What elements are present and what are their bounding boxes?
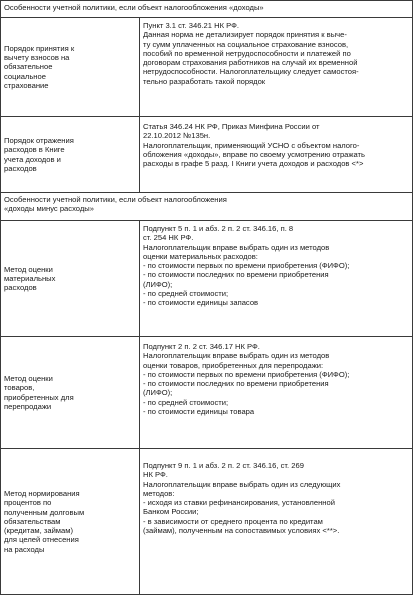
text-line: Статья 346.24 НК РФ, Приказ Минфина России от [143,122,320,131]
text-line: Данная норма не детализирует порядок принятия к выче- [143,30,347,40]
text-line: Налогоплательщик вправе выбрать один из методов [143,351,330,361]
text-line: оценки материальных расходов: [143,251,258,261]
row-label-goods-valuation-method [1,337,140,449]
text-line: - по стоимости единицы товара [143,406,255,416]
label-line: (кредитам, займам) [4,526,73,536]
section-header-income [1,1,413,18]
text-line: методов: [143,488,175,498]
label-line: расходов [4,163,37,173]
text-line: пособий по временной нетрудоспособности и платежей по [143,48,351,58]
label-line: вычету взносов на [4,53,70,63]
text-line: ту сумм уплаченных на социальное страхование взносов, [143,39,349,49]
label-line: приобретенных для [4,392,74,402]
text-line: - по стоимости единицы запасов [143,298,259,307]
section-header-income-minus-expenses [1,193,413,221]
label-line: расходов в Книге [4,145,65,155]
label-line: страхование [4,80,49,90]
label-line: на расходы [4,544,45,554]
row-text-book-recording [140,117,413,193]
label-line: Метод оценки [4,264,53,274]
label-line: полученным долговым [4,507,85,517]
text-line: ст. 254 НК РФ. [143,233,194,243]
label-line: расходов [4,283,37,293]
label-line: материальных [4,273,56,283]
label-line: социальное [4,71,46,81]
label-line: Метод нормирования [4,489,80,499]
text-line: Подпункт 9 п. 1 и абз. 2 п. 2 ст. 346.16, ст. 269 [143,461,304,470]
header-line: Особенности учетной политики, если объект налогообложения «доходы» [4,3,264,12]
label-line: Метод оценки [4,374,53,383]
text-line: договорам страхования работников на случай их временной [143,58,358,67]
text-line: - по стоимости последних по времени приобретения [143,270,329,280]
label-line: товаров, [4,383,35,393]
row-text-interest-norming-method [140,449,413,595]
label-line: учета доходов и [4,154,61,164]
text-line: (ЛИФО); [143,279,173,289]
label-line: обязательное [4,62,53,72]
text-line: нетрудоспособности. Налогоплательщику следует самостоя- [143,67,359,77]
text-line: обложения «доходы», вправе по своему усмотрению отражать [143,149,365,159]
label-line: обязательствам [4,516,61,526]
row-text-goods-valuation-method [140,337,413,449]
text-line: - исходя из ставки рефинансирования, установленной [143,498,335,507]
text-line: оценки товаров, приобретенных для перепродажи: [143,360,324,370]
text-line: (займам), полученным на сопоставимых условиях <**>. [143,525,340,535]
label-line: перепродажи [4,401,52,411]
text-line: - по средней стоимости; [143,288,229,298]
text-line: - по средней стоимости; [143,397,229,407]
text-line: 22.10.2012 №135н. [143,131,211,141]
header-line: Особенности учетной политики, если объект налогообложения [4,195,227,204]
text-line: (ЛИФО); [143,388,173,398]
row-label-interest-norming-method [1,449,140,595]
text-line: - в зависимости от среднего процента по кредитам [143,516,323,526]
row-label-material-costs-method [1,221,140,337]
text-line: Налогоплательщик, применяющий УСНО с объектом налого- [143,140,360,150]
label-line: Порядок отражения [4,136,74,145]
row-text-social-contributions [140,18,413,117]
text-line: Налогоплательщик вправе выбрать один из методов [143,242,330,252]
text-line: Пункт 3.1 ст. 346.21 НК РФ. [143,21,239,30]
label-line: процентов по [4,498,52,508]
label-line: Порядок принятия к [4,43,75,53]
text-line: тельно разработать такой порядок [143,76,266,86]
label-line: для целей отнесения [4,535,79,545]
text-line: Подпункт 5 п. 1 и абз. 2 п. 2 ст. 346.16, п. 8 [143,224,294,233]
text-line: Банком России; [143,507,199,517]
text-line: расходы в графе 5 разд. I Книги учета доходов и расходов <*> [143,159,364,168]
text-line: - по стоимости первых по времени приобретения (ФИФО); [143,261,350,270]
row-text-material-costs-method [140,221,413,337]
text-line: - по стоимости последних по времени приобретения [143,379,329,388]
text-line: Подпункт 2 п. 2 ст. 346.17 НК РФ. [143,342,260,351]
text-line: НК РФ. [143,470,168,480]
text-line: - по стоимости первых по времени приобретения (ФИФО); [143,369,350,379]
row-label-book-recording [1,117,140,193]
text-line: Налогоплательщик вправе выбрать один из следующих [143,479,341,489]
row-label-social-contributions [1,18,140,117]
header-line: «доходы минус расходы» [4,204,94,214]
